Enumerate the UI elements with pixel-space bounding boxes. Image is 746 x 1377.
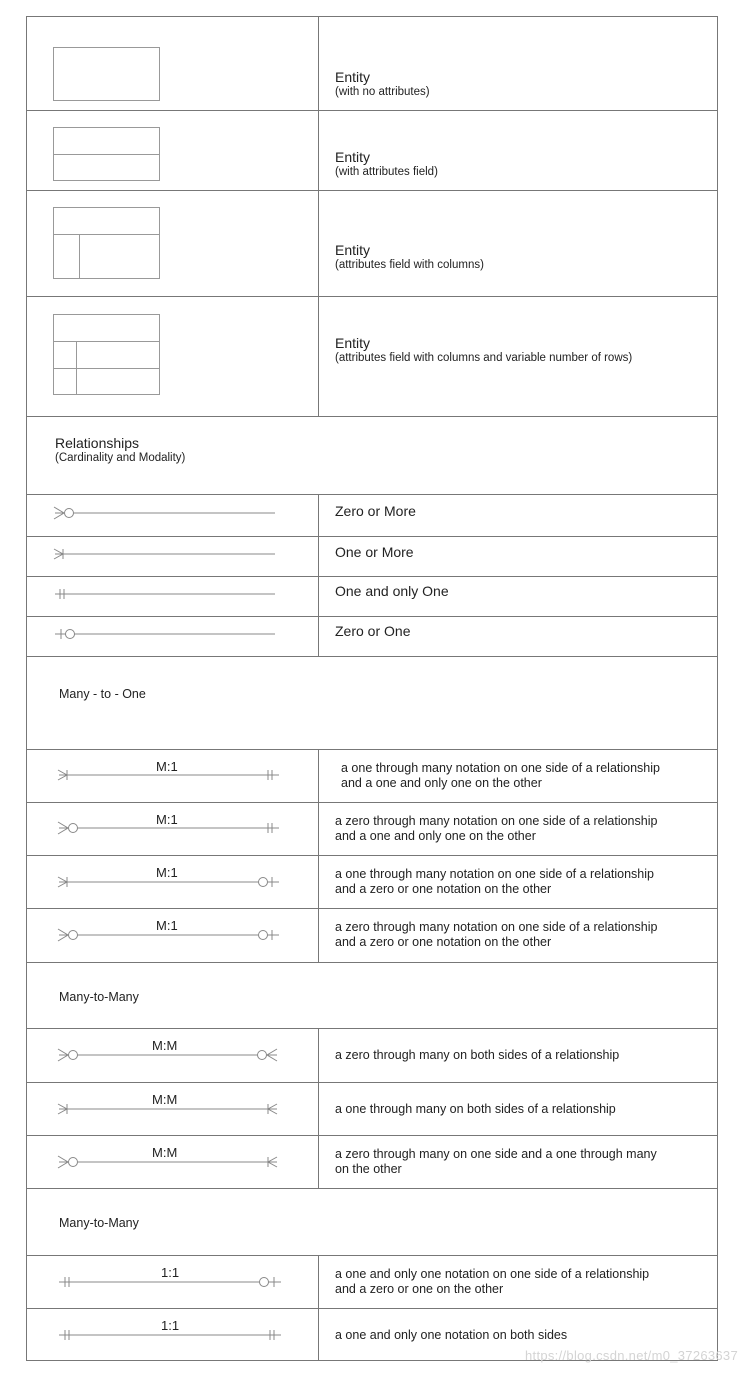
symbol-cell [27,856,319,908]
entity-title: Entity [335,335,371,351]
relationship-description: a one through many on both sides of a relationship [335,1102,616,1116]
zero-or-more-to-zero-or-one-symbol [27,909,319,963]
zero-or-more-symbol [27,495,319,537]
relationship-label: Zero or More [335,503,416,519]
attribute-divider [54,341,159,342]
entity-note: (with no attributes) [335,86,430,98]
zero-or-more-to-one-or-more-symbol [27,1136,319,1189]
m1-row-4 [27,909,717,963]
attribute-divider [54,154,159,155]
er-notation-sheet [26,16,718,1361]
relationship-description: a one through many notation on one side of a relationship and a one and only one on the other [341,761,660,790]
relationships-header-row [27,417,717,495]
relationship-label: Zero or One [335,623,411,639]
oo-row-1 [27,1256,717,1309]
zero-or-one-symbol [27,617,319,657]
many-to-one-heading: Many - to - One [59,687,146,701]
one-to-one-header-row [27,1189,717,1256]
relationship-row-one-and-only-one [27,577,717,617]
entity-symbol-cell [27,297,319,416]
relationship-description: a one and only one notation on one side of a relationship and a zero or one on the other [335,1267,650,1296]
relationship-description: a zero through many notation on one side of a relationship and a zero or one notation on the other [335,920,658,949]
relationship-row-zero-or-one [27,617,717,657]
relationship-description: a zero through many on one side and a one through many on the other [335,1147,657,1176]
entity-note: (attributes field with columns) [335,259,484,271]
column-divider [79,234,80,278]
cardinality-ratio: M:M [152,1092,178,1107]
relationships-title: Relationships [55,435,140,451]
entity-box [53,47,160,101]
symbol-cell [27,1309,319,1361]
relationship-description: a zero through many on both sides of a relationship [335,1048,620,1062]
zero-or-more-both-sides-symbol [27,1029,319,1083]
entity-label [335,335,632,366]
entity-row-columns-rows [27,297,717,417]
relationship-row-one-or-more [27,537,717,577]
m1-row-3 [27,856,717,909]
entity-row-attributes-field [27,111,717,191]
many-to-many-heading: Many-to-Many [59,990,139,1004]
symbol-cell [27,803,319,855]
mm-row-3 [27,1136,717,1189]
relationships-subtitle: (Cardinality and Modality) [55,452,186,464]
cardinality-ratio: M:1 [156,759,178,774]
symbol-cell [27,1256,319,1308]
cardinality-ratio: M:1 [156,918,178,933]
entity-box [53,127,160,181]
entity-label [335,149,438,180]
entity-box [53,207,160,279]
one-or-more-both-sides-symbol [27,1083,319,1136]
cardinality-ratio: M:M [152,1038,178,1053]
one-or-more-to-one-only-symbol [27,750,319,803]
m1-row-2 [27,803,717,856]
cardinality-ratio: 1:1 [161,1265,180,1280]
entity-symbol-cell [27,191,319,296]
relationship-row-zero-or-more [27,495,717,537]
entity-symbol-cell [27,17,319,110]
symbol-cell [27,1029,319,1082]
relationship-description: a zero through many notation on one side of a relationship and a one and only one on the other [335,814,658,843]
relationships-heading [55,435,185,466]
relationship-description: a one and only one notation on both sides [335,1328,568,1342]
entity-symbol-cell [27,111,319,190]
one-or-more-symbol [27,537,319,577]
one-and-only-one-symbol [27,577,319,617]
entity-title: Entity [335,149,371,165]
entity-note: (attributes field with columns and variable number of rows) [335,352,633,364]
entity-row-columns [27,191,717,297]
entity-title: Entity [335,69,371,85]
cardinality-ratio: M:1 [156,865,178,880]
one-or-more-to-zero-or-one-symbol [27,856,319,909]
one-only-both-sides-symbol [27,1309,319,1361]
entity-title: Entity [335,242,371,258]
mm-row-1 [27,1029,717,1083]
watermark: https://blog.csdn.net/m0_37263637 [525,1348,738,1363]
cardinality-ratio: 1:1 [161,1318,180,1333]
cardinality-ratio: M:M [152,1145,178,1160]
mm-row-2 [27,1083,717,1136]
attribute-divider [54,234,159,235]
symbol-cell [27,750,319,802]
entity-note: (with attributes field) [335,166,438,178]
one-to-one-heading: Many-to-Many [59,1216,139,1230]
entity-label [335,69,430,100]
entity-box [53,314,160,395]
relationship-description: a one through many notation on one side of a relationship and a zero or one notation on the other [335,867,654,896]
symbol-cell [27,1136,319,1188]
many-to-one-header-row [27,657,717,750]
cardinality-ratio: M:1 [156,812,178,827]
entity-label [335,242,484,273]
symbol-cell [27,577,319,616]
column-divider [76,341,77,394]
relationship-label: One or More [335,544,414,560]
symbol-cell [27,495,319,536]
symbol-cell [27,909,319,962]
row-divider [54,368,159,369]
one-only-to-zero-or-one-symbol [27,1256,319,1309]
relationship-label: One and only One [335,583,449,599]
m1-row-1 [27,750,717,803]
zero-or-more-to-one-only-symbol [27,803,319,856]
symbol-cell [27,617,319,656]
symbol-cell [27,1083,319,1135]
entity-row-no-attributes [27,17,717,111]
many-to-many-header-row [27,963,717,1029]
symbol-cell [27,537,319,576]
